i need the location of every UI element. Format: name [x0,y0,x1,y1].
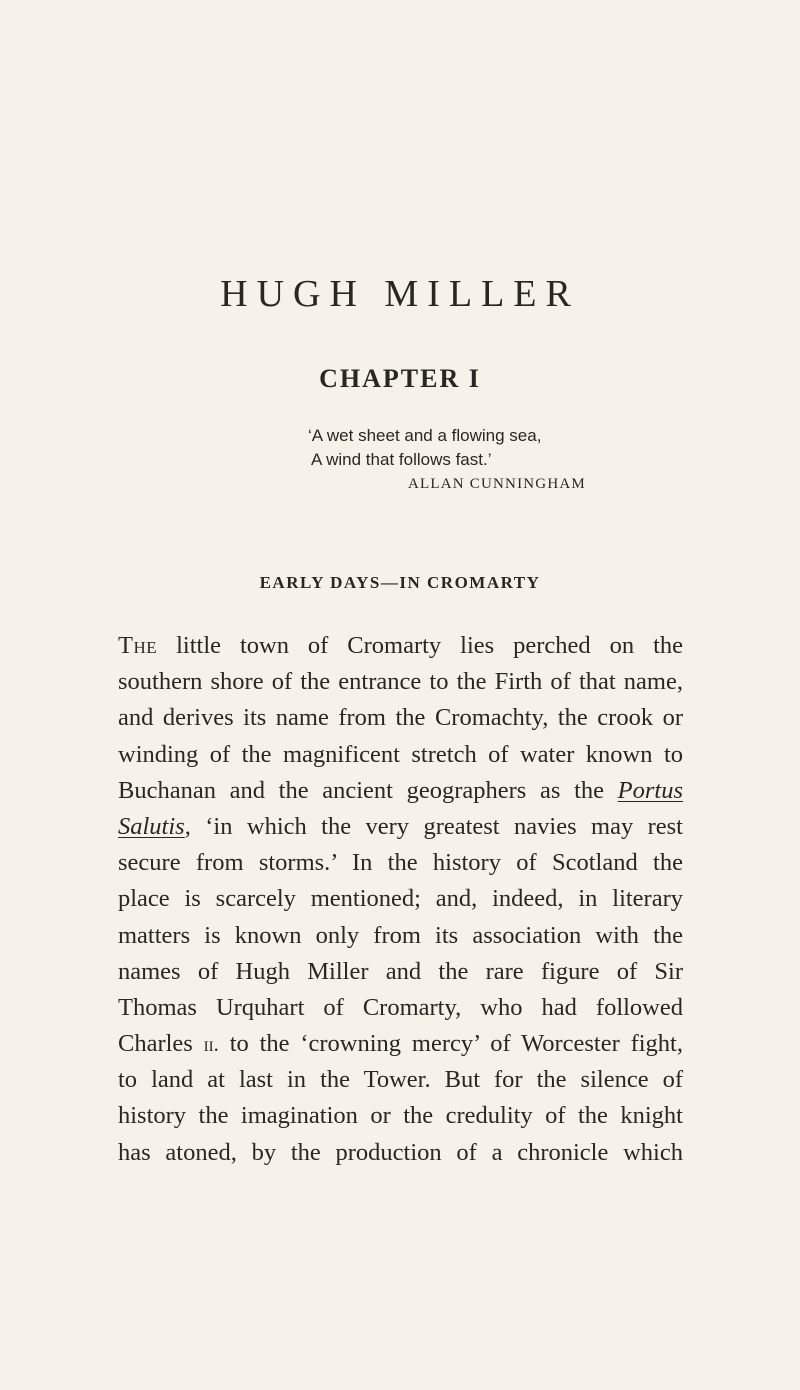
text-line: has atoned, by the production of a chronicle which [118,1138,683,1166]
text-line: place is scarcely mentioned; and, indeed, in literary [118,885,683,913]
epigraph-attribution: ALLAN CUNNINGHAM [408,476,586,492]
text-line: secure from storms.’ In the history of Scotland the [118,849,683,877]
text-line: Salutis, ‘in which the very greatest navies may rest [118,812,683,840]
text-line: winding of the magnificent stretch of water known to [118,740,683,768]
text-line: The little town of Cromarty lies perched on the [118,632,683,659]
italic-term: Portus [617,776,683,804]
roman-numeral: ii. [203,1032,219,1057]
section-heading: EARLY DAYS—IN CROMARTY [259,573,541,592]
body-paragraph [118,628,683,1171]
text-line: names of Hugh Miller and the rare figure of Sir [118,957,683,985]
text-line: Thomas Urquhart of Cromarty, who had followed [118,993,683,1021]
text-line: matters is known only from its association with the [118,921,683,949]
italic-term: Salutis [118,812,185,840]
text-line: southern shore of the entrance to the Firth of that name, [118,668,683,696]
book-title: HUGH MILLER [220,273,580,315]
chapter-heading: CHAPTER I [319,364,481,393]
epigraph-line-1: ‘A wet sheet and a flowing sea, [308,426,542,445]
text-line: and derives its name from the Cromachty, the crook or [118,704,683,732]
text-line: Buchanan and the ancient geographers as the Portus [118,776,683,804]
drop-word: The [118,632,158,659]
text-line: to land at last in the Tower. But for the silence of [118,1066,683,1094]
text-line: Charles ii. to the ‘crowning mercy’ of Worcester fight, [118,1030,683,1058]
epigraph-line-2: A wind that follows fast.’ [311,450,492,469]
text-line: history the imagination or the credulity of the knight [118,1102,683,1130]
